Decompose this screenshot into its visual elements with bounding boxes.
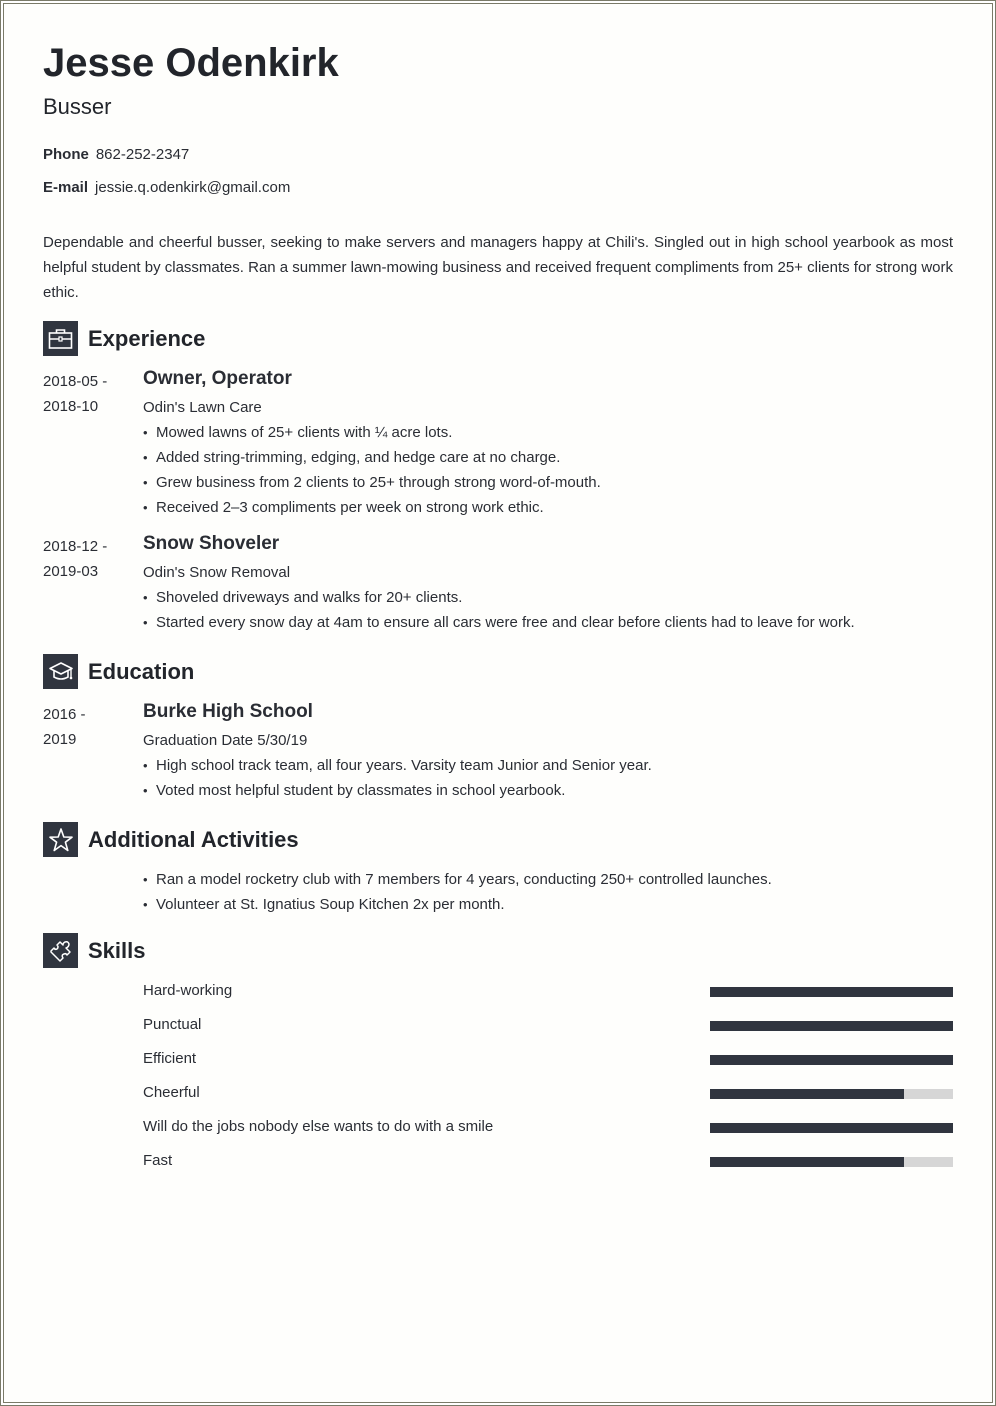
job-title: Owner, Operator [143, 368, 292, 389]
skill-level-bar [710, 1021, 953, 1031]
bullet-item: • High school track team, all four years. Varsity team Junior and Senior year. [143, 753, 953, 778]
skill-level-bar [710, 1123, 953, 1133]
bullet-item: • Added string-trimming, edging, and hedge care at no charge. [143, 445, 953, 470]
candidate-title: Busser [43, 94, 112, 119]
section-header-education [43, 654, 194, 689]
date-start: 2016 - [43, 706, 86, 723]
skill-row [143, 1015, 953, 1035]
section-title: Experience [88, 325, 206, 351]
skill-row [143, 1083, 953, 1103]
skill-level-fill [710, 1021, 953, 1031]
contact-phone [43, 146, 189, 164]
skill-level-bar [710, 1055, 953, 1065]
bullet-item: • Started every snow day at 4am to ensure all cars were free and clear before clients had to leave for work. [143, 610, 953, 635]
skill-level-bar [710, 987, 953, 997]
section-header-skills [43, 933, 145, 968]
bullet-item: • Voted most helpful student by classmates in school yearbook. [143, 778, 953, 803]
date-start: 2018-12 - [43, 538, 108, 555]
skill-name: Hard-working [143, 982, 233, 999]
bullet-item: • Volunteer at St. Ignatius Soup Kitchen 2x per month. [143, 892, 953, 917]
job-title: Snow Shoveler [143, 533, 280, 554]
profile-summary: Dependable and cheerful busser, seeking to make servers and managers happy at Chili's. Singled out in high school yearbook as most helpful student by classmates. Ran a summer lawn-mowing business and received frequent compliments from 25+ clients for strong work ethic. [43, 234, 953, 301]
skill-row [143, 1049, 953, 1069]
section-title: Skills [88, 937, 146, 963]
bullet-item: • Ran a model rocketry club with 7 members for 4 years, conducting 250+ controlled launches. [143, 867, 953, 892]
date-end: 2019-03 [43, 563, 99, 580]
bullet-item: • Received 2–3 compliments per week on strong work ethic. [143, 495, 953, 520]
bullet-item: • Shoveled driveways and walks for 20+ clients. [143, 585, 953, 610]
date-end: 2018-10 [43, 398, 99, 415]
section-header-experience [43, 321, 205, 356]
candidate-name: Jesse Odenkirk [43, 41, 339, 85]
entry-dates [43, 702, 138, 752]
graduation-date: Graduation Date 5/30/19 [143, 732, 308, 749]
skill-name: Cheerful [143, 1084, 200, 1101]
section-title: Additional Activities [88, 826, 299, 852]
skill-level-fill [710, 1055, 953, 1065]
skill-level-bar [710, 1157, 953, 1167]
section-header-activities [43, 822, 299, 857]
contact-label: E-mail [43, 179, 89, 196]
skill-row [143, 1151, 953, 1171]
contact-email [43, 179, 290, 197]
bullet-list [143, 867, 953, 917]
entry-dates [43, 369, 138, 419]
skill-name: Will do the jobs nobody else wants to do with a smile [143, 1118, 494, 1135]
skill-level-fill [710, 1123, 953, 1133]
skill-row [143, 1117, 953, 1137]
bullet-list [143, 585, 953, 635]
bullet-list [143, 420, 953, 520]
skill-row [143, 981, 953, 1001]
section-title: Education [88, 658, 195, 684]
email-value: jessie.q.odenkirk@gmail.com [95, 179, 291, 196]
phone-value: 862-252-2347 [95, 146, 190, 163]
bullet-item: • Grew business from 2 clients to 25+ through strong word-of-mouth. [143, 470, 953, 495]
puzzle-icon [43, 933, 78, 968]
skill-level-fill [710, 1089, 904, 1099]
entry-dates [43, 534, 138, 584]
star-icon [43, 822, 78, 857]
employer: Odin's Lawn Care [143, 399, 262, 416]
graduation-cap-icon [43, 654, 78, 689]
skill-level-fill [710, 987, 953, 997]
contact-label: Phone [43, 146, 89, 163]
bullet-list [143, 753, 953, 803]
skill-level-fill [710, 1157, 904, 1167]
school-name: Burke High School [143, 701, 313, 722]
skill-name: Fast [143, 1152, 173, 1169]
skill-level-bar [710, 1089, 953, 1099]
date-start: 2018-05 - [43, 373, 108, 390]
skill-name: Efficient [143, 1050, 197, 1067]
date-end: 2019 [43, 731, 77, 748]
employer: Odin's Snow Removal [143, 564, 291, 581]
bullet-item: • Mowed lawns of 25+ clients with ¼ acre lots. [143, 420, 953, 445]
briefcase-icon [43, 321, 78, 356]
skill-name: Punctual [143, 1016, 202, 1033]
